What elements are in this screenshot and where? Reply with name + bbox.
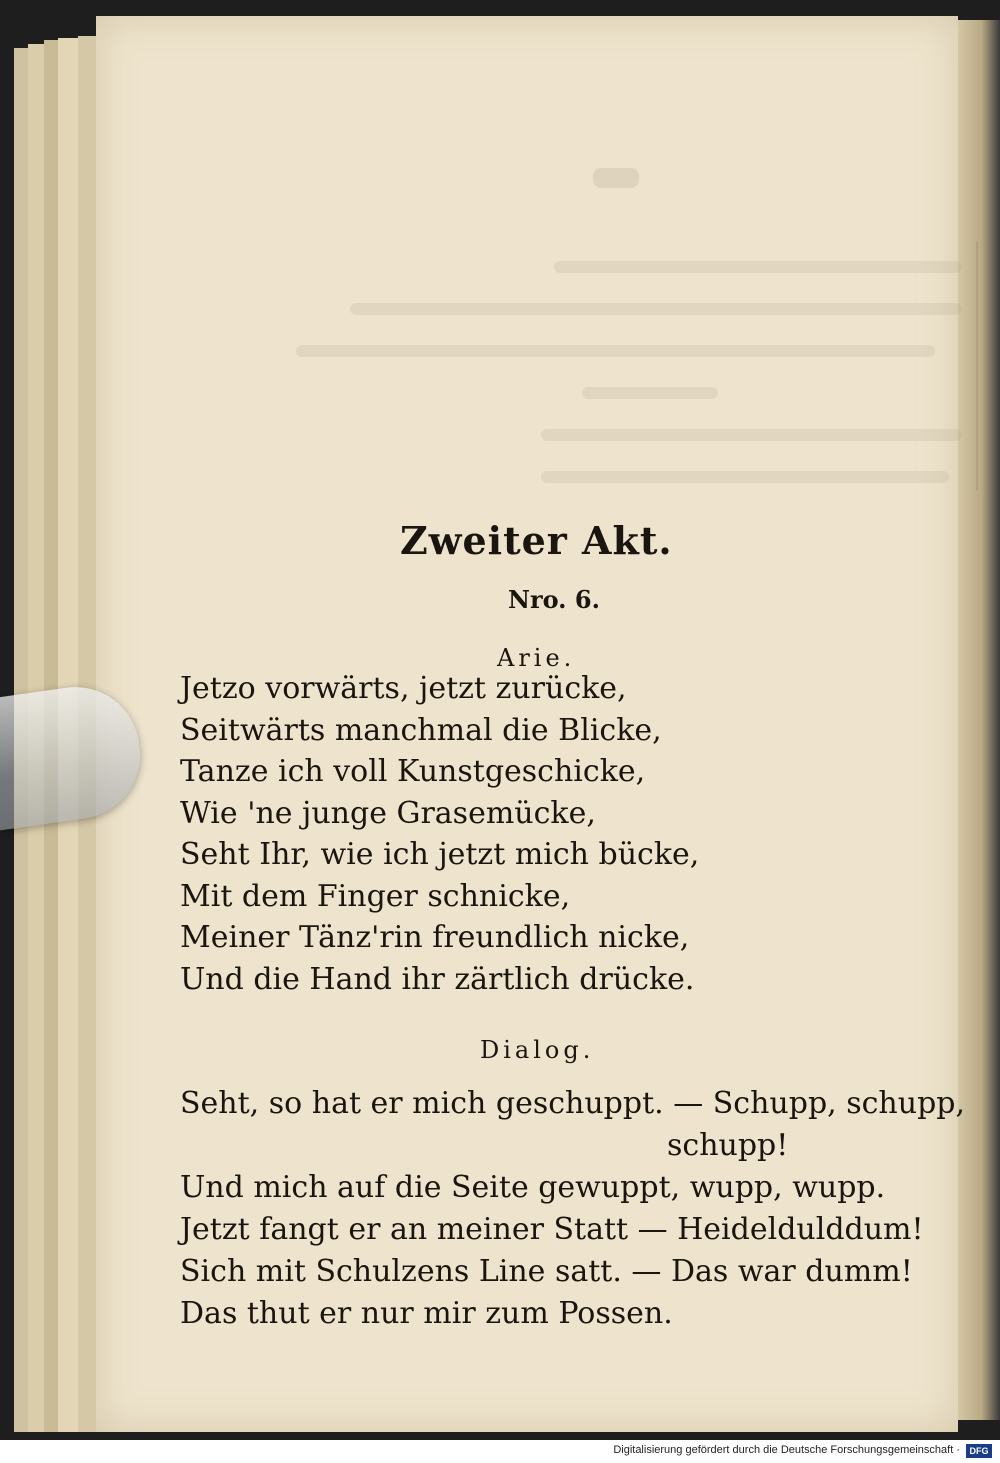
aria-verse [180, 668, 699, 1000]
verse-line: Mit dem Finger schnicke, [180, 878, 571, 914]
funding-credit: Digitalisierung gefördert durch die Deutsche Forschungsgemeinschaft · [613, 1444, 960, 1456]
dialog-text [180, 1083, 965, 1335]
verse-line: Und die Hand ihr zärtlich drücke. [180, 961, 695, 997]
dialog-line: Und mich auf die Seite gewuppt, wupp, wupp. [180, 1170, 886, 1205]
verse-line: Wie 'ne junge Grasemücke, [180, 795, 596, 831]
dialog-line: Das thut er nur mir zum Possen. [180, 1296, 673, 1331]
verse-line: Seitwärts manchmal die Blicke, [180, 712, 662, 748]
verse-line: Tanze ich voll Kunstgeschicke, [180, 754, 646, 789]
dialog-line: schupp! [667, 1128, 789, 1163]
dialog-line: Sich mit Schulzens Line satt. — Das war dumm! [180, 1254, 913, 1289]
aria-label: Arie. [497, 644, 576, 672]
bleed-through-page-number [593, 168, 639, 188]
dialog-label: Dialog. [480, 1036, 595, 1064]
act-heading: Zweiter Akt. [400, 518, 673, 563]
footer-bar [0, 1440, 1000, 1463]
dfg-logo-icon: DFG [966, 1444, 992, 1458]
number-heading: Nro. 6. [508, 585, 600, 614]
bleed-through-text [296, 231, 976, 501]
verse-line: Seht Ihr, wie ich jetzt mich bücke, [180, 837, 700, 872]
dialog-line: Jetzt fangt er an meiner Statt — Heideldulddum! [180, 1212, 924, 1247]
verse-line: Jetzo vorwärts, jetzt zurücke, [180, 671, 627, 706]
dialog-line: Seht, so hat er mich geschuppt. — Schupp, schupp, [180, 1086, 966, 1121]
verse-line: Meiner Tänz'rin freundlich nicke, [180, 920, 690, 955]
